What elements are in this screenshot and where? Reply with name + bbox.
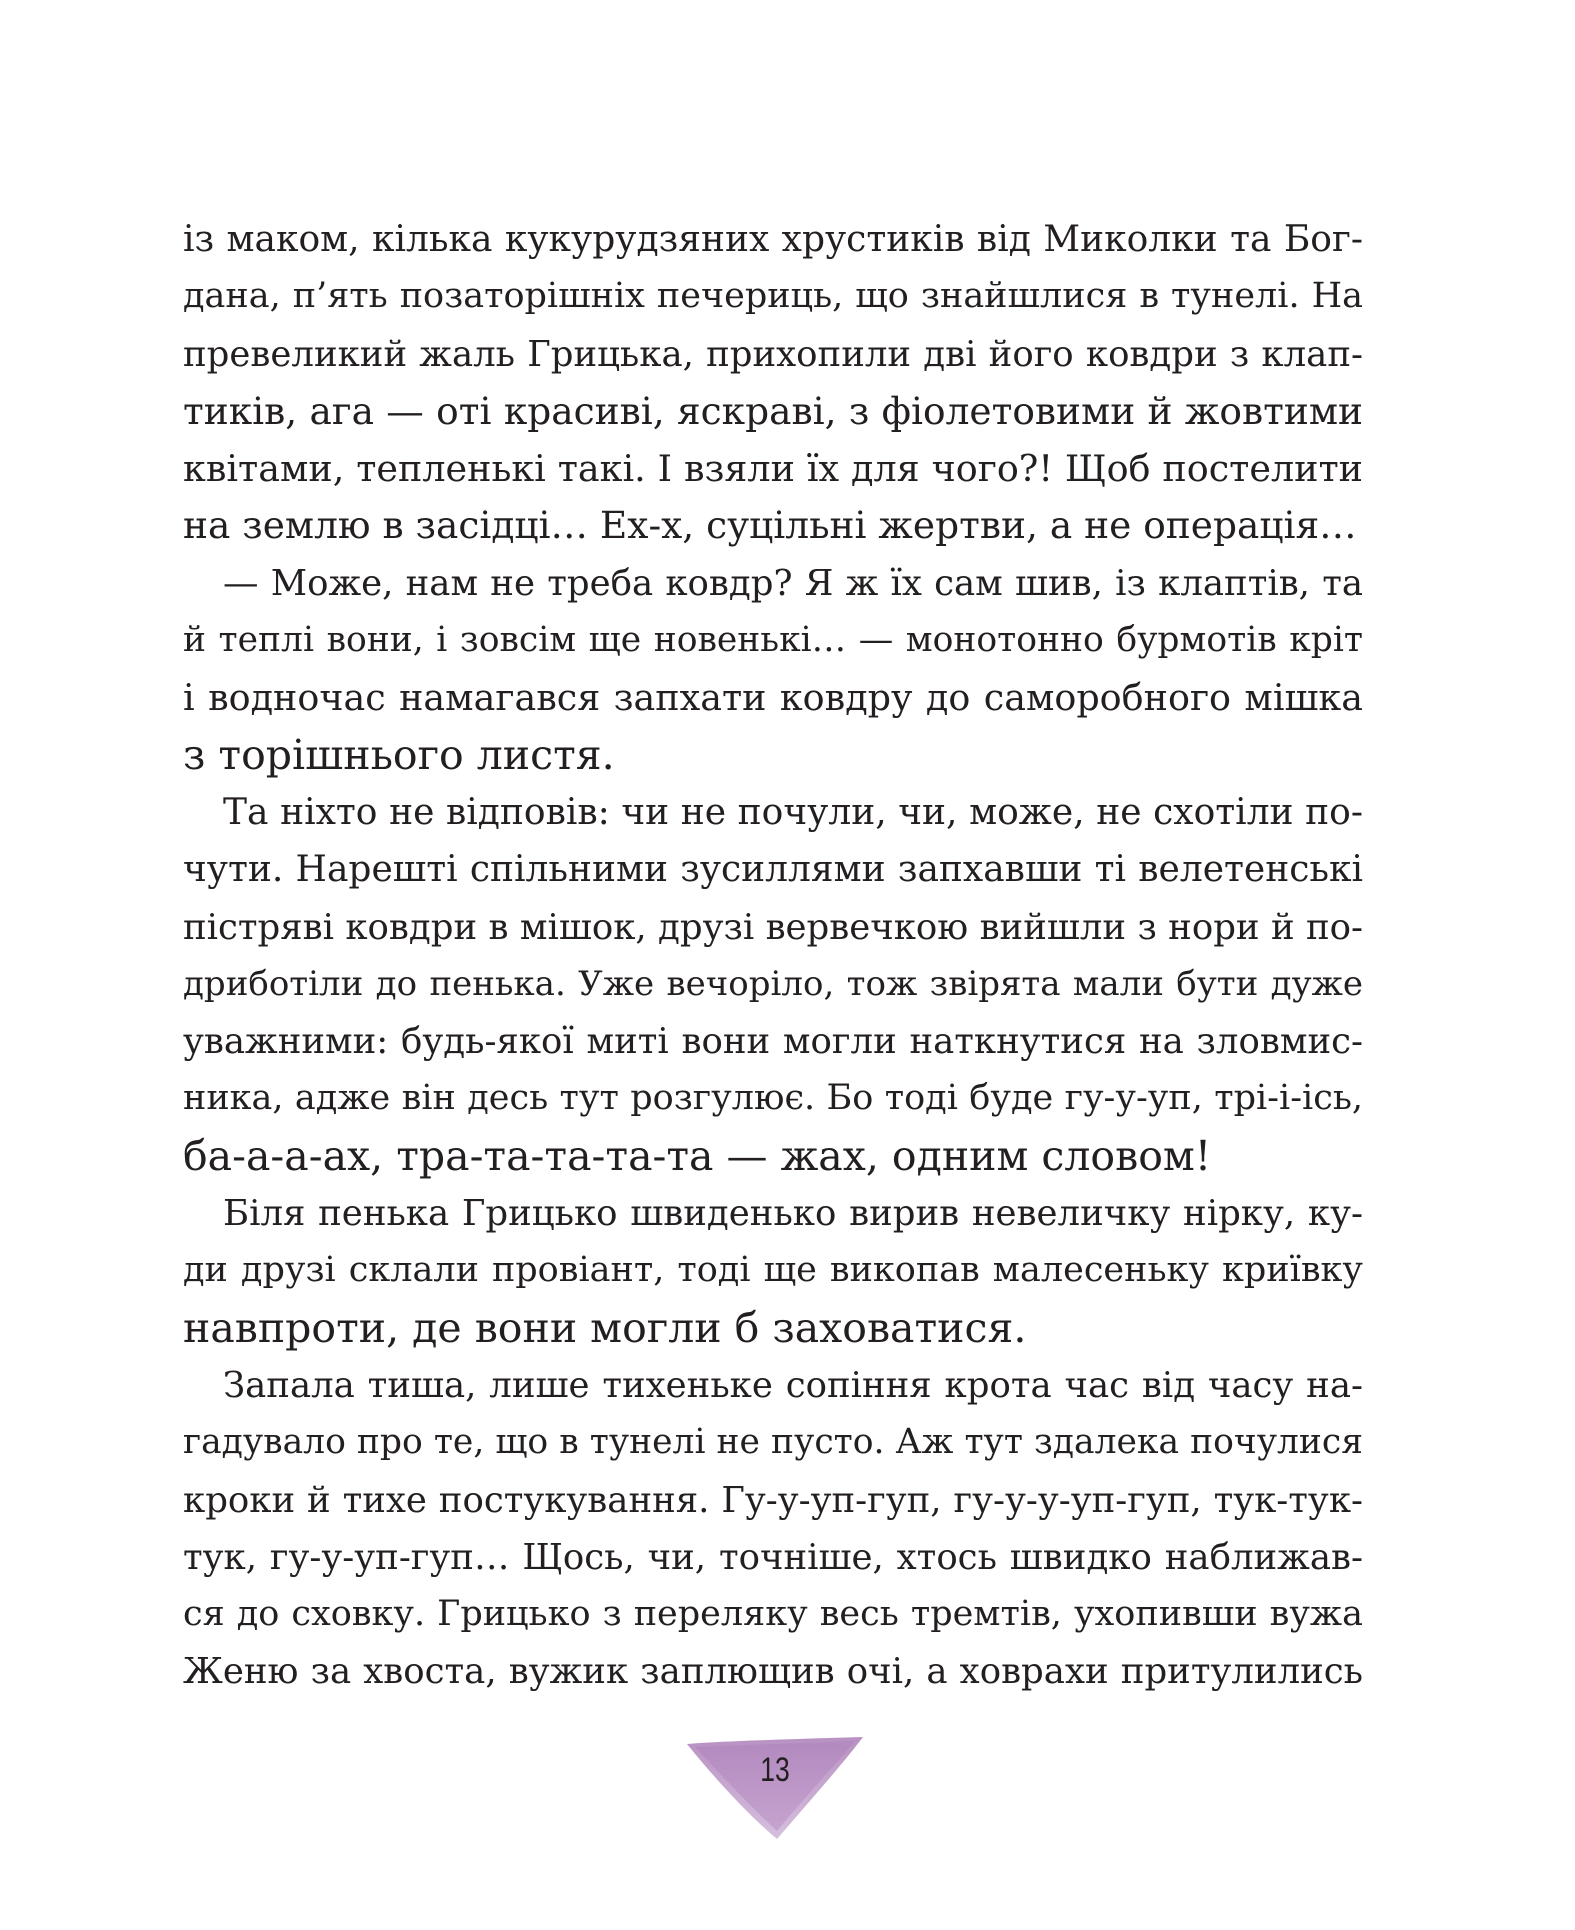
text-line: пістряві ковдри в мішок, друзі вервечкою вийшли з нори й по-	[183, 906, 1363, 948]
text-line: з торішнього листя.	[183, 730, 615, 779]
text-line: Запала тиша, лише тихеньке сопіння крота час від часу на-	[223, 1364, 1363, 1406]
text-line: — Може, нам не треба ковдр? Я ж їх сам шив, із клаптів, та	[223, 562, 1363, 604]
text-line: й теплі вони, і зовсім ще новенькі… — монотонно бурмотів кріт	[183, 620, 1363, 661]
text-line: тиків, ага — оті красиві, яскраві, з фіолетовими й жовтими	[183, 388, 1363, 433]
text-line: Біля пенька Грицько швиденько вирив невеличку нірку, ку-	[223, 1193, 1363, 1235]
text-line: дана, п’ять позаторішніх печериць, що знайшлися в тунелі. На	[183, 276, 1363, 317]
text-line: із маком, кілька кукурудзяних хрустиків від Миколки та Бог-	[183, 219, 1363, 260]
text-line: і водночас намагався запхати ковдру до саморобного мішка	[183, 676, 1363, 720]
text-line: на землю в засідці… Ех-х, суцільні жертви, а не операція…	[183, 503, 1357, 548]
text-line: ся до сховку. Грицько з переляку весь тремтів, ухопивши вужа	[183, 1594, 1363, 1635]
text-line: уважними: будь-якої миті вони могли наткнутися на зловмис-	[183, 1021, 1363, 1063]
text-line: квітами, тепленькі такі. І взяли їх для чого?! Щоб постелити	[183, 447, 1363, 491]
text-line: гадувало про те, що в тунелі не пусто. Аж тут здалека почулися	[183, 1422, 1363, 1463]
text-line: чути. Нарешті спільними зусиллями запхавши ті велетенські	[183, 849, 1363, 891]
text-line: тук, гу-у-уп-гуп… Щось, чи, точніше, хтось швидко наближав-	[183, 1536, 1363, 1578]
text-line: ба-а-а-ах, тра-та-та-та-та — жах, одним словом!	[183, 1131, 1212, 1180]
text-line: ника, адже він десь тут розгулює. Бо тоді буде гу-у-уп, трі-і-ісь,	[183, 1078, 1363, 1119]
page-number: 13	[760, 1751, 790, 1789]
text-line: навпроти, де вони могли б заховатися.	[183, 1303, 1027, 1352]
text-line: кроки й тихе постукування. Гу-у-уп-гуп, гу-у-у-уп-гуп, тук-тук-	[183, 1479, 1363, 1521]
text-line: Та ніхто не відповів: чи не почули, чи, може, не схотіли по-	[223, 791, 1363, 833]
text-line: превеликий жаль Грицька, прихопили дві його ковдри з клап-	[183, 333, 1363, 375]
text-line: Женю за хвоста, вужик заплющив очі, а ховрахи притулились	[183, 1651, 1363, 1693]
body-text	[183, 211, 1363, 1701]
text-line: дриботіли до пенька. Уже вечоріло, тож звірята мали бути дуже	[183, 963, 1363, 1004]
text-line: ди друзі склали провіант, тоді ще викопав малесеньку криївку	[183, 1250, 1363, 1291]
